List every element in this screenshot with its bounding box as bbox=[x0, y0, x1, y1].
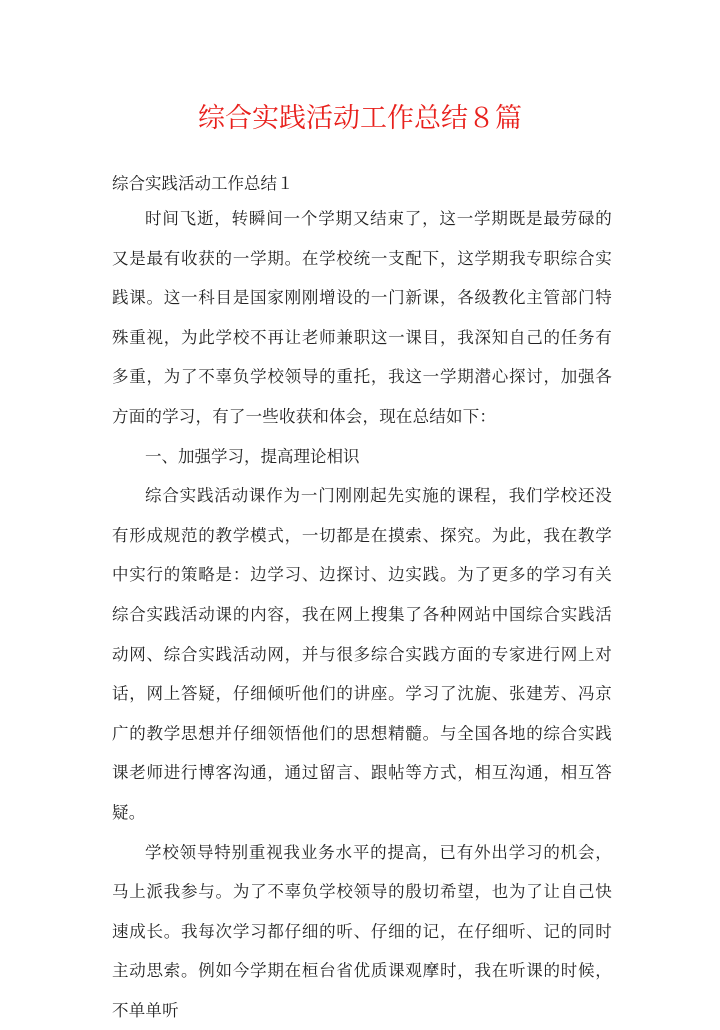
paragraph-learning: 综合实践活动课作为一门刚刚起先实施的课程，我们学校还没有形成规范的教学模式，一切都是在摸索、探究。为此，我在教学中实行的策略是：边学习、边探讨、边实践。为了更多的学习有关综合实践活动课的内容，我在网上搜集了各种网站中国综合实践活动网、综合实践活动网，并与很多综合实践方面的专家进行网上对话，网上答疑，仔细倾听他们的讲座。学习了沈旎、张建芳、冯京广的教学思想并仔细领悟他们的思想精髓。与全国各地的综合实践课老师进行博客沟通，通过留言、跟帖等方式，相互沟通，相互答疑。 bbox=[112, 476, 612, 832]
document-title: 综合实践活动工作总结８篇 bbox=[0, 97, 720, 141]
paragraph-intro: 时间飞逝，转瞬间一个学期又结束了，这一学期既是最劳碌的又是最有收获的一学期。在学校统一支配下，这学期我专职综合实践课。这一科目是国家刚刚增设的一门新课，各级教化主管部门特殊重视，为此学校不再让老师兼职这一课目，我深知自己的任务有多重，为了不辜负学校领导的重托，我这一学期潜心探讨，加强各方面的学习，有了一些收获和体会，现在总结如下： bbox=[112, 199, 612, 437]
section-heading-1: 一、加强学习，提高理论相识 bbox=[112, 437, 612, 477]
document-body bbox=[112, 199, 612, 1030]
section-subtitle: 综合实践活动工作总结１ bbox=[112, 171, 294, 197]
paragraph-leadership: 学校领导特别重视我业务水平的提高，已有外出学习的机会，马上派我参与。为了不辜负学校领导的殷切希望，也为了让自己快速成长。我每次学习都仔细的听、仔细的记，在仔细听、记的同时主动思索。例如今学期在桓台省优质课观摩时，我在听课的时候，不单单听 bbox=[112, 833, 612, 1030]
